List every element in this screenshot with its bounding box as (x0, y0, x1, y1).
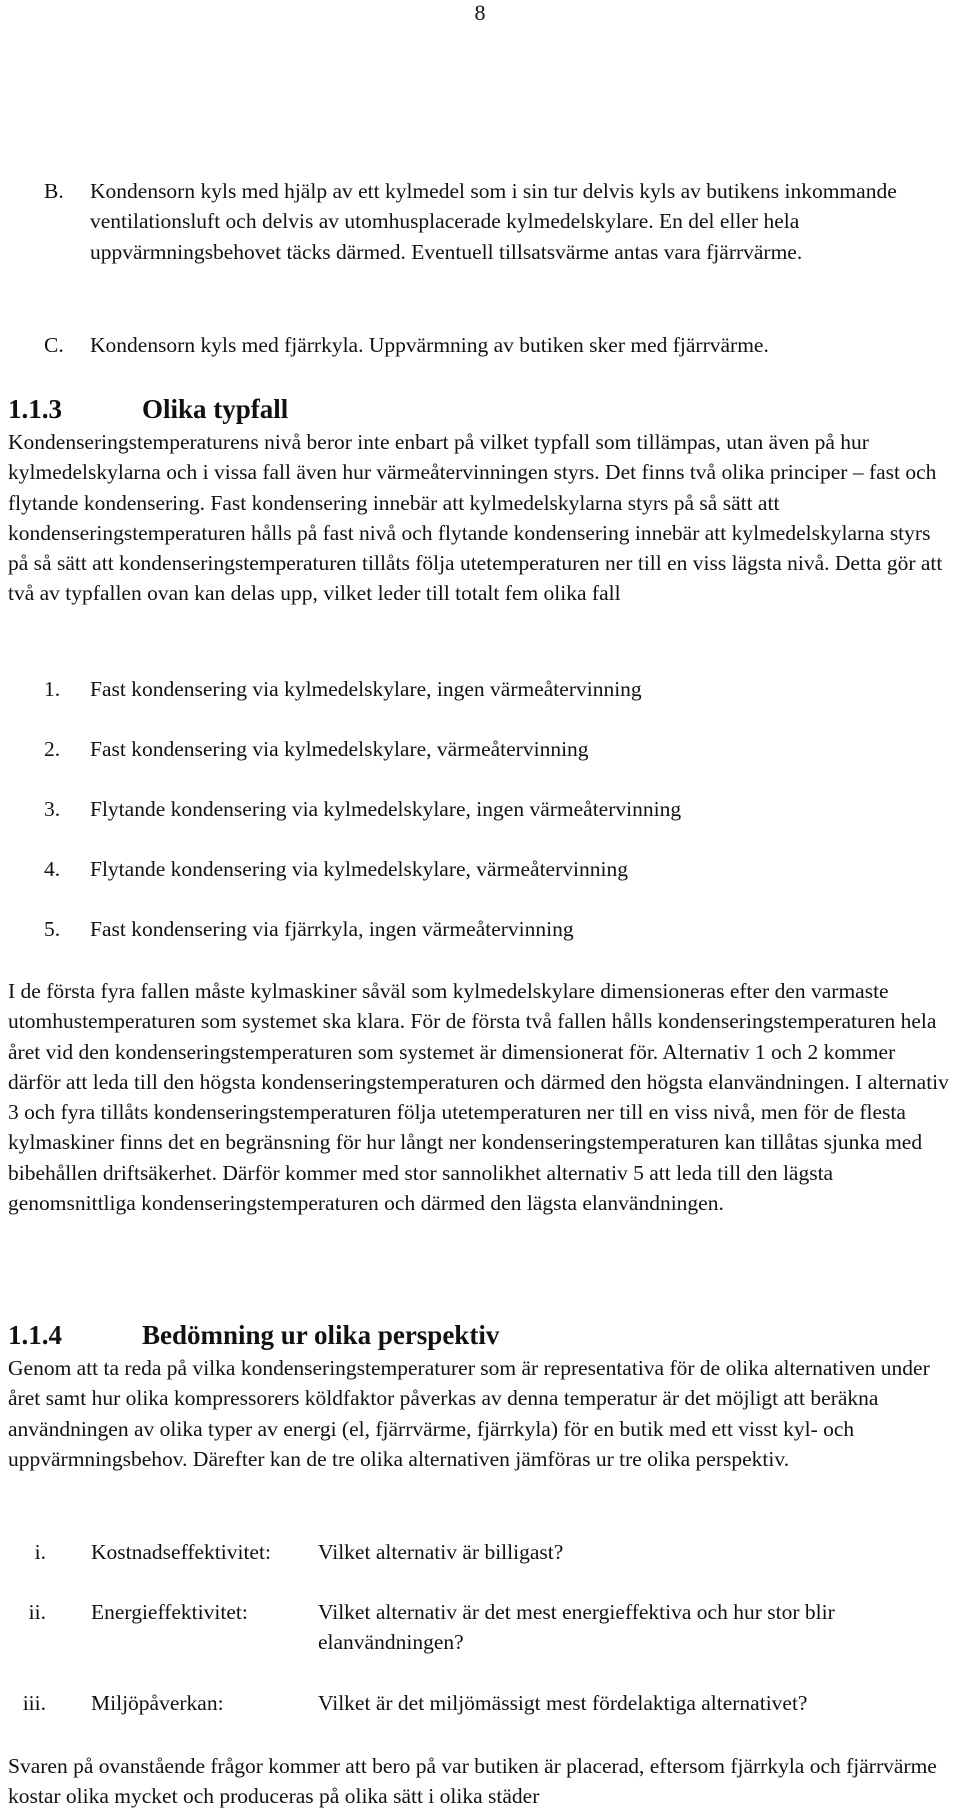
case-item (44, 734, 589, 764)
section-number: 1.1.3 (8, 394, 62, 424)
case-item (44, 794, 681, 824)
section-title: Bedömning ur olika perspektiv (142, 1320, 500, 1350)
perspective-marker: iii. (22, 1691, 46, 1715)
alternative-c (44, 330, 954, 360)
alternative-b-marker: B. (44, 179, 64, 203)
section-heading-1-1-4 (8, 1318, 499, 1352)
perspective-marker: i. (34, 1540, 46, 1564)
case-marker: 5. (44, 917, 61, 941)
case-item (44, 914, 574, 944)
case-marker: 1. (44, 677, 61, 701)
case-text: Fast kondensering via kylmedelskylare, ingen värmeåtervinning (90, 677, 642, 701)
perspective-label: Miljöpåverkan: (91, 1691, 224, 1715)
alternative-b (44, 176, 954, 267)
alternative-b-text: Kondensorn kyls med hjälp av ett kylmedel som i sin tur delvis kyls av butikens inkommande ventilationsluft och delvis av utomhusplacerade kylmedelskylare. En del eller hela uppvärmningsbehovet täcks därmed. Eventuell tillsatsvärme antas vara fjärrvärme. (90, 179, 897, 264)
section-114-closing: Svaren på ovanstående frågor kommer att bero på var butiken är placerad, eftersom fjärrkyla och fjärrvärme kostar olika mycket och produceras på olika sätt i olika städer (8, 1754, 937, 1809)
perspective-label: Energieffektivitet: (91, 1600, 248, 1624)
alternative-c-text: Kondensorn kyls med fjärrkyla. Uppvärmning av butiken sker med fjärrvärme. (90, 333, 769, 357)
case-marker: 4. (44, 857, 61, 881)
case-text: Fast kondensering via kylmedelskylare, värmeåtervinning (90, 737, 589, 761)
case-text: Flytande kondensering via kylmedelskylare, värmeåtervinning (90, 857, 628, 881)
case-item (44, 854, 628, 884)
perspective-text: Vilket alternativ är billigast? (318, 1540, 564, 1564)
perspective-text: Vilket är det miljömässigt mest fördelaktiga alternativet? (318, 1691, 808, 1715)
page-number: 8 (474, 0, 486, 25)
perspective-marker: ii. (28, 1600, 46, 1624)
section-113-discussion: I de första fyra fallen måste kylmaskiner såväl som kylmedelskylare dimensioneras efter den varmaste utomhustemperaturen som systemet ska klara. För de första två fallen hålls kondenseringstemperaturen hela året vid den kondenseringstemperaturen som systemet är dimensionerat för. Alternativ 1 och 2 kommer därför att leda till den högsta kondenseringstemperaturen och därmed den högsta elanvändningen. I alternativ 3 och fyra tillåts kondenseringstemperaturen följa utetemperaturen ner till en viss nivå, men för de flesta kylmaskiner finns det en begränsning för hur långt ner kondenseringstemperaturen kan tillåtas sjunka med bibehållen driftsäkerhet. Därför kommer med stor sannolikhet alternativ 5 att leda till den lägsta genomsnittliga kondenseringstemperaturen och därmed den lägsta elanvändningen. (8, 979, 949, 1216)
case-marker: 2. (44, 737, 61, 761)
case-marker: 3. (44, 797, 61, 821)
case-text: Flytande kondensering via kylmedelskylare, ingen värmeåtervinning (90, 797, 682, 821)
perspective-label: Kostnadseffektivitet: (91, 1540, 271, 1564)
case-item (44, 674, 642, 704)
section-114-paragraph: Genom att ta reda på vilka kondenseringstemperaturer som är representativa för de olika alternativen under året samt hur olika kompressorers köldfaktor påverkas av denna temperatur är det möjligt att beräkna användningen av olika typer av energi (el, fjärrvärme, fjärrkyla) för en butik med ett visst kyl- och uppvärmningsbehov. Därefter kan de tre olika alternativen jämföras ur tre olika perspektiv. (8, 1356, 930, 1471)
section-113-paragraph: Kondenseringstemperaturens nivå beror inte enbart på vilket typfall som tillämpas, utan även på hur kylmedelskylarna och i vissa fall även hur värmeåtervinningen styrs. Det finns två olika principer – fast och flytande kondensering. Fast kondensering innebär att kylmedelskylarna styrs på så sätt att kondenseringstemperaturen hålls på fast nivå och flytande kondensering innebär att kylmedelskylarna styrs på så sätt att kondenseringstemperaturen tillåts följa utetemperaturen ner till en viss lägsta nivå. Detta gör att två av typfallen ovan kan delas upp, vilket leder till totalt fem olika fall (8, 430, 943, 606)
section-number: 1.1.4 (8, 1320, 62, 1350)
perspective-text: Vilket alternativ är det mest energieffektiva och hur stor blir elanvändningen? (318, 1600, 835, 1655)
section-title: Olika typfall (142, 394, 289, 424)
section-heading-1-1-3 (8, 392, 288, 426)
alternative-c-marker: C. (44, 333, 64, 357)
case-text: Fast kondensering via fjärrkyla, ingen värmeåtervinning (90, 917, 574, 941)
